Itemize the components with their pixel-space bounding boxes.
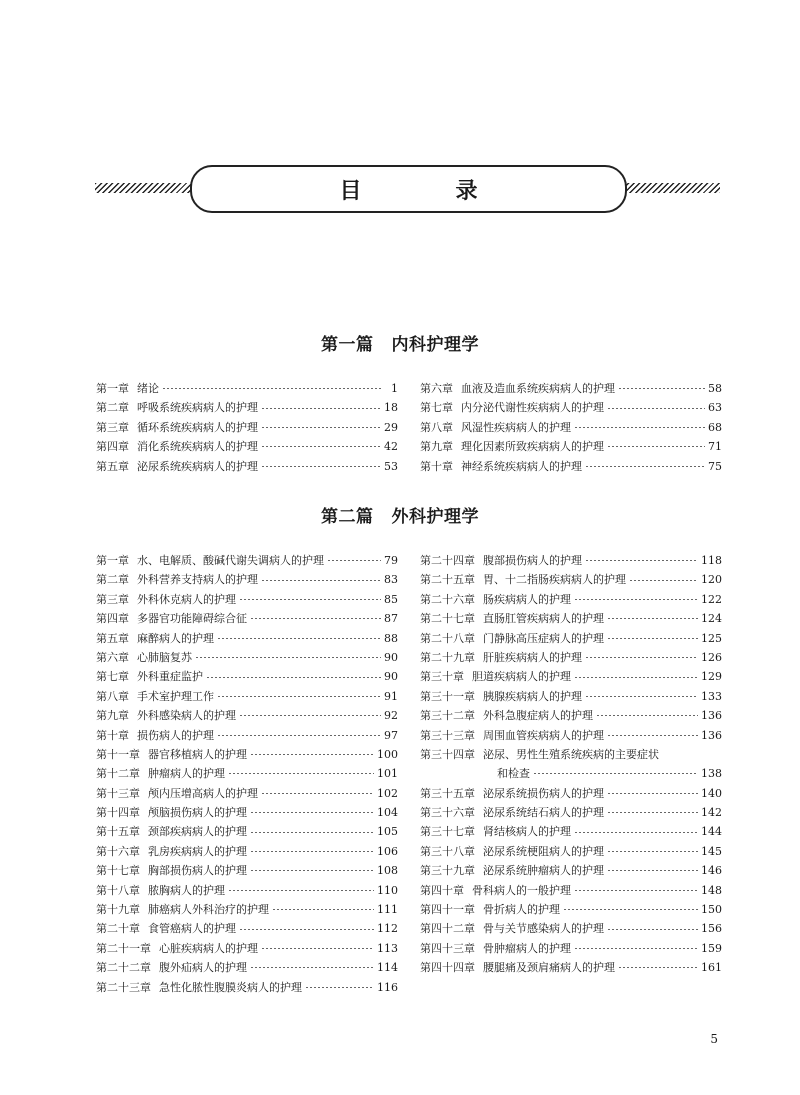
dot-leader — [607, 735, 698, 736]
chapter-title: 门静脉高压症病人的护理 — [483, 631, 604, 645]
chapter-number: 第四十章 — [420, 883, 464, 897]
toc-entry[interactable] — [420, 706, 722, 725]
chapter-title: 肿瘤病人的护理 — [148, 767, 225, 781]
chapter-number: 第十章 — [96, 728, 129, 742]
dot-leader — [250, 812, 374, 813]
page-ref: 136 — [701, 709, 722, 723]
toc-entry[interactable] — [96, 609, 398, 628]
toc-entry[interactable] — [96, 861, 398, 880]
chapter-title: 内分泌代谢性疾病病人的护理 — [461, 401, 604, 415]
dot-leader — [206, 677, 381, 678]
dot-leader — [162, 388, 381, 389]
page-ref: 18 — [384, 401, 398, 415]
dot-leader — [629, 580, 698, 581]
toc-entry[interactable] — [96, 784, 398, 803]
chapter-title: 泌尿系统结石病人的护理 — [483, 806, 604, 820]
chapter-title: 消化系统疾病病人的护理 — [137, 440, 258, 454]
page-ref: 138 — [701, 767, 722, 781]
toc-entry[interactable] — [420, 900, 722, 919]
dot-leader — [261, 793, 374, 794]
chapter-number: 第十八章 — [96, 883, 140, 897]
chapter-number: 第七章 — [96, 670, 129, 684]
page-ref: 136 — [701, 728, 722, 742]
page-ref: 120 — [701, 573, 722, 587]
page-ref: 125 — [701, 631, 722, 645]
dot-leader — [217, 735, 381, 736]
dot-leader — [239, 715, 381, 716]
toc-entry[interactable] — [420, 457, 722, 476]
toc-entry[interactable] — [420, 958, 722, 977]
chapter-number: 第四十四章 — [420, 961, 475, 975]
chapter-number: 第四十二章 — [420, 922, 475, 936]
chapter-title: 水、电解质、酸碱代谢失调病人的护理 — [137, 554, 324, 567]
toc-entry[interactable] — [420, 861, 722, 880]
toc-entry[interactable] — [96, 764, 398, 783]
page-ref: 118 — [701, 554, 722, 567]
toc-entry[interactable] — [420, 437, 722, 456]
page-ref: 148 — [701, 883, 722, 897]
chapter-number: 第五章 — [96, 459, 129, 473]
page-ref: 156 — [701, 922, 722, 936]
page-ref: 100 — [377, 747, 398, 761]
chapter-title: 急性化脓性腹膜炎病人的护理 — [159, 980, 302, 994]
chapter-title: 肝脏疾病病人的护理 — [483, 650, 582, 664]
chapter-number: 第八章 — [420, 420, 453, 434]
chapter-title: 绪论 — [137, 382, 159, 395]
part1-title — [0, 330, 800, 355]
chapter-title: 外科急腹症病人的护理 — [483, 709, 593, 723]
chapter-number: 第二十章 — [96, 922, 140, 936]
chapter-title: 食管癌病人的护理 — [148, 922, 236, 936]
dot-leader — [305, 987, 374, 988]
title-frame — [190, 165, 627, 213]
dot-leader — [261, 427, 381, 428]
toc-entry[interactable] — [96, 978, 398, 997]
dot-leader — [585, 466, 705, 467]
dot-leader — [574, 948, 698, 949]
page-ref: 110 — [377, 883, 398, 897]
toc-entry[interactable] — [420, 570, 722, 589]
toc-header — [95, 165, 720, 211]
chapter-title: 肾结核病人的护理 — [483, 825, 571, 839]
page-ref: 71 — [708, 440, 722, 454]
chapter-number: 第三章 — [96, 420, 129, 434]
chapter-title: 骨肿瘤病人的护理 — [483, 941, 571, 955]
part1-title-name: 内科护理学 — [391, 335, 479, 355]
page-ref: 144 — [701, 825, 722, 839]
chapter-title: 乳房疾病病人的护理 — [148, 844, 247, 858]
toc-entry[interactable] — [420, 803, 722, 822]
chapter-number: 第十四章 — [96, 806, 140, 820]
toc-entry[interactable] — [96, 842, 398, 861]
toc-entry[interactable] — [96, 706, 398, 725]
page-ref: 145 — [701, 844, 722, 858]
chapter-number: 第十章 — [420, 459, 453, 473]
toc-entry[interactable] — [420, 745, 722, 764]
chapter-title: 麻醉病人的护理 — [137, 631, 214, 645]
toc-entry[interactable] — [96, 590, 398, 609]
chapter-title: 血液及造血系统疾病病人的护理 — [461, 382, 615, 395]
toc-entry[interactable] — [96, 822, 398, 841]
chapter-number: 第二十二章 — [96, 961, 151, 975]
toc-entry[interactable] — [420, 629, 722, 648]
chapter-number: 第四章 — [96, 612, 129, 626]
part1-left-column — [96, 379, 398, 476]
page-ref: 112 — [377, 922, 398, 936]
page-ref: 63 — [708, 401, 722, 415]
chapter-number: 第三十五章 — [420, 786, 475, 800]
chapter-number: 第二十四章 — [420, 554, 475, 567]
page-ref: 150 — [701, 903, 722, 917]
page-ref: 97 — [384, 728, 398, 742]
dot-leader — [228, 890, 374, 891]
chapter-title: 胃、十二指肠疾病病人的护理 — [483, 573, 626, 587]
chapter-number: 第五章 — [96, 631, 129, 645]
dot-leader — [607, 851, 698, 852]
chapter-number: 第二十九章 — [420, 650, 475, 664]
dot-leader — [585, 696, 698, 697]
toc-entry[interactable] — [96, 687, 398, 706]
toc-entry[interactable] — [420, 842, 722, 861]
toc-entry[interactable] — [420, 726, 722, 745]
chapter-number: 第三十六章 — [420, 806, 475, 820]
chapter-title: 胰腺疾病病人的护理 — [483, 689, 582, 703]
page-ref: 116 — [377, 980, 398, 994]
chapter-number: 第二章 — [96, 401, 129, 415]
dot-leader — [574, 677, 698, 678]
dot-leader — [250, 754, 374, 755]
toc-entry[interactable] — [420, 418, 722, 437]
hatch-decoration-right — [622, 183, 720, 193]
dot-leader — [261, 408, 381, 409]
toc-entry[interactable] — [420, 764, 722, 783]
chapter-number: 第十五章 — [96, 825, 140, 839]
chapter-title: 颅内压增高病人的护理 — [148, 786, 258, 800]
dot-leader — [607, 638, 698, 639]
dot-leader — [250, 967, 374, 968]
chapter-number: 第四章 — [96, 440, 129, 454]
page-ref: 102 — [377, 786, 398, 800]
chapter-number: 第六章 — [420, 382, 453, 395]
page-ref: 129 — [701, 670, 722, 684]
part1-right-column — [420, 379, 722, 476]
toc-entry[interactable] — [96, 418, 398, 437]
page-ref: 87 — [384, 612, 398, 626]
dot-leader — [261, 466, 381, 467]
toc-entry[interactable] — [420, 648, 722, 667]
toc-entry[interactable] — [96, 667, 398, 686]
chapter-number: 第二十一章 — [96, 941, 151, 955]
page-title: 目 录 — [339, 178, 514, 204]
chapter-title: 呼吸系统疾病病人的护理 — [137, 401, 258, 415]
chapter-title: 外科营养支持病人的护理 — [137, 573, 258, 587]
chapter-number: 第七章 — [420, 401, 453, 415]
chapter-title: 肠疾病病人的护理 — [483, 592, 571, 606]
part2-title-name: 外科护理学 — [391, 507, 479, 527]
dot-leader — [607, 870, 698, 871]
dot-leader — [327, 560, 381, 561]
dot-leader — [250, 832, 374, 833]
part2-title-prefix: 第二篇 — [321, 507, 374, 527]
chapter-title: 损伤病人的护理 — [137, 728, 214, 742]
page-ref: 68 — [708, 420, 722, 434]
chapter-title: 器官移植病人的护理 — [148, 747, 247, 761]
chapter-number: 第二十六章 — [420, 592, 475, 606]
dot-leader — [217, 696, 381, 697]
dot-leader — [574, 890, 698, 891]
page-ref: 140 — [701, 786, 722, 800]
chapter-title: 外科感染病人的护理 — [137, 709, 236, 723]
chapter-title: 心肺脑复苏 — [137, 650, 192, 664]
dot-leader — [563, 909, 698, 910]
chapter-number: 第三十二章 — [420, 709, 475, 723]
toc-entry[interactable] — [96, 939, 398, 958]
dot-leader — [250, 618, 381, 619]
dot-leader — [618, 388, 705, 389]
chapter-number: 第三十九章 — [420, 864, 475, 878]
chapter-title: 手术室护理工作 — [137, 689, 214, 703]
hatch-decoration-left — [95, 183, 193, 193]
page-ref: 58 — [708, 382, 722, 395]
dot-leader — [574, 832, 698, 833]
dot-leader — [250, 870, 374, 871]
dot-leader — [272, 909, 374, 910]
toc-entry[interactable] — [96, 551, 398, 570]
chapter-number: 第二十五章 — [420, 573, 475, 587]
chapter-number: 第四十三章 — [420, 941, 475, 955]
toc-entry[interactable] — [96, 570, 398, 589]
chapter-number: 第九章 — [96, 709, 129, 723]
chapter-number: 第一章 — [96, 554, 129, 567]
toc-entry[interactable] — [420, 784, 722, 803]
dot-leader — [195, 657, 381, 658]
page-ref: 105 — [377, 825, 398, 839]
part2-title — [0, 502, 800, 527]
toc-entry[interactable] — [96, 745, 398, 764]
page-ref: 106 — [377, 844, 398, 858]
part2-left-column — [96, 551, 398, 997]
chapter-number: 第二十七章 — [420, 612, 475, 626]
dot-leader — [228, 773, 374, 774]
page-ref: 113 — [377, 941, 398, 955]
chapter-number: 第三十八章 — [420, 844, 475, 858]
page-ref: 90 — [384, 670, 398, 684]
page-ref: 88 — [384, 631, 398, 645]
chapter-title: 脓胸病人的护理 — [148, 883, 225, 897]
page-ref: 161 — [701, 961, 722, 975]
chapter-number: 第四十一章 — [420, 903, 475, 917]
toc-entry[interactable] — [420, 398, 722, 417]
toc-entry[interactable] — [420, 687, 722, 706]
chapter-number: 第三十四章 — [420, 747, 475, 761]
chapter-number: 第三十七章 — [420, 825, 475, 839]
toc-entry[interactable] — [96, 958, 398, 977]
page-ref: 29 — [384, 420, 398, 434]
chapter-title: 颈部疾病病人的护理 — [148, 825, 247, 839]
dot-leader — [250, 851, 374, 852]
chapter-title: 泌尿系统肿瘤病人的护理 — [483, 864, 604, 878]
dot-leader — [239, 599, 381, 600]
chapter-title: 理化因素所致疾病病人的护理 — [461, 440, 604, 454]
page-ref: 53 — [384, 459, 398, 473]
dot-leader — [261, 446, 381, 447]
dot-leader — [533, 773, 698, 774]
toc-entry[interactable] — [96, 629, 398, 648]
toc-entry[interactable] — [420, 379, 722, 398]
page-ref: 122 — [701, 592, 722, 606]
chapter-title: 和检查 — [497, 767, 530, 781]
page-ref: 79 — [384, 554, 398, 567]
part2-right-column — [420, 551, 722, 978]
dot-leader — [607, 618, 698, 619]
chapter-number: 第十三章 — [96, 786, 140, 800]
toc-entry[interactable] — [96, 457, 398, 476]
toc-entry[interactable] — [96, 437, 398, 456]
chapter-title: 腹外疝病人的护理 — [159, 961, 247, 975]
page-ref: 75 — [708, 459, 722, 473]
dot-leader — [607, 812, 698, 813]
toc-entry[interactable] — [420, 822, 722, 841]
chapter-number: 第十九章 — [96, 903, 140, 917]
toc-entry[interactable] — [420, 939, 722, 958]
chapter-number: 第三十一章 — [420, 689, 475, 703]
chapter-title: 骨科病人的一般护理 — [472, 883, 571, 897]
toc-entry[interactable] — [96, 726, 398, 745]
dot-leader — [239, 929, 374, 930]
chapter-title: 骨折病人的护理 — [483, 903, 560, 917]
chapter-number: 第三章 — [96, 592, 129, 606]
page-ref: 85 — [384, 592, 398, 606]
page-ref: 42 — [384, 440, 398, 454]
page-ref: 92 — [384, 709, 398, 723]
dot-leader — [585, 560, 698, 561]
page-ref: 1 — [391, 382, 398, 395]
chapter-number: 第一章 — [96, 382, 129, 395]
chapter-number: 第八章 — [96, 689, 129, 703]
chapter-title: 外科休克病人的护理 — [137, 592, 236, 606]
chapter-title: 胆道疾病病人的护理 — [472, 670, 571, 684]
toc-entry[interactable] — [420, 590, 722, 609]
chapter-title: 泌尿系统梗阻病人的护理 — [483, 844, 604, 858]
page-ref: 114 — [377, 961, 398, 975]
page-ref: 104 — [377, 806, 398, 820]
page-ref: 108 — [377, 864, 398, 878]
page-ref: 133 — [701, 689, 722, 703]
chapter-title: 泌尿系统疾病病人的护理 — [137, 459, 258, 473]
dot-leader — [618, 967, 698, 968]
page-ref: 90 — [384, 650, 398, 664]
toc-entry[interactable] — [420, 881, 722, 900]
chapter-number: 第三十章 — [420, 670, 464, 684]
toc-entry[interactable] — [96, 398, 398, 417]
dot-leader — [574, 427, 705, 428]
chapter-title: 外科重症监护 — [137, 670, 203, 684]
toc-entry[interactable] — [420, 609, 722, 628]
chapter-number: 第九章 — [420, 440, 453, 454]
chapter-number: 第二章 — [96, 573, 129, 587]
page-ref: 159 — [701, 941, 722, 955]
page-ref: 146 — [701, 864, 722, 878]
chapter-number: 第六章 — [96, 650, 129, 664]
page-ref: 91 — [384, 689, 398, 703]
chapter-title: 周围血管疾病病人的护理 — [483, 728, 604, 742]
chapter-title: 神经系统疾病病人的护理 — [461, 459, 582, 473]
page-ref: 83 — [384, 573, 398, 587]
chapter-title: 腰腿痛及颈肩痛病人的护理 — [483, 961, 615, 975]
dot-leader — [607, 446, 705, 447]
dot-leader — [574, 599, 698, 600]
dot-leader — [585, 657, 698, 658]
chapter-number: 第十二章 — [96, 767, 140, 781]
dot-leader — [596, 715, 698, 716]
toc-entry[interactable] — [96, 900, 398, 919]
chapter-number: 第十六章 — [96, 844, 140, 858]
dot-leader — [607, 929, 698, 930]
page-ref: 142 — [701, 806, 722, 820]
toc-entry[interactable] — [420, 551, 722, 570]
dot-leader — [607, 793, 698, 794]
dot-leader — [261, 580, 381, 581]
chapter-number: 第十一章 — [96, 747, 140, 761]
dot-leader — [217, 638, 381, 639]
chapter-title: 泌尿、男性生殖系统疾病的主要症状 — [483, 747, 659, 761]
chapter-number: 第十七章 — [96, 864, 140, 878]
chapter-number: 第三十三章 — [420, 728, 475, 742]
toc-entry[interactable] — [96, 379, 398, 398]
part1-title-prefix: 第一篇 — [321, 335, 374, 355]
chapter-number: 第二十八章 — [420, 631, 475, 645]
chapter-title: 泌尿系统损伤病人的护理 — [483, 786, 604, 800]
chapter-title: 循环系统疾病病人的护理 — [137, 420, 258, 434]
chapter-title: 直肠肛管疾病病人的护理 — [483, 612, 604, 626]
toc-entry[interactable] — [96, 919, 398, 938]
page-number: 5 — [710, 1032, 718, 1046]
page-ref: 101 — [377, 767, 398, 781]
page-ref: 111 — [377, 903, 398, 917]
dot-leader — [607, 408, 705, 409]
toc-entry[interactable] — [96, 648, 398, 667]
chapter-title: 多器官功能障碍综合征 — [137, 612, 247, 626]
chapter-title: 风湿性疾病病人的护理 — [461, 420, 571, 434]
toc-entry[interactable] — [420, 919, 722, 938]
page-ref: 126 — [701, 650, 722, 664]
chapter-title: 腹部损伤病人的护理 — [483, 554, 582, 567]
chapter-number: 第二十三章 — [96, 980, 151, 994]
toc-entry[interactable] — [96, 881, 398, 900]
chapter-title: 颅脑损伤病人的护理 — [148, 806, 247, 820]
chapter-title: 心脏疾病病人的护理 — [159, 941, 258, 955]
chapter-title: 胸部损伤病人的护理 — [148, 864, 247, 878]
dot-leader — [261, 948, 374, 949]
chapter-title: 肺癌病人外科治疗的护理 — [148, 903, 269, 917]
page-ref: 124 — [701, 612, 722, 626]
toc-entry[interactable] — [420, 667, 722, 686]
chapter-title: 骨与关节感染病人的护理 — [483, 922, 604, 936]
toc-entry[interactable] — [96, 803, 398, 822]
